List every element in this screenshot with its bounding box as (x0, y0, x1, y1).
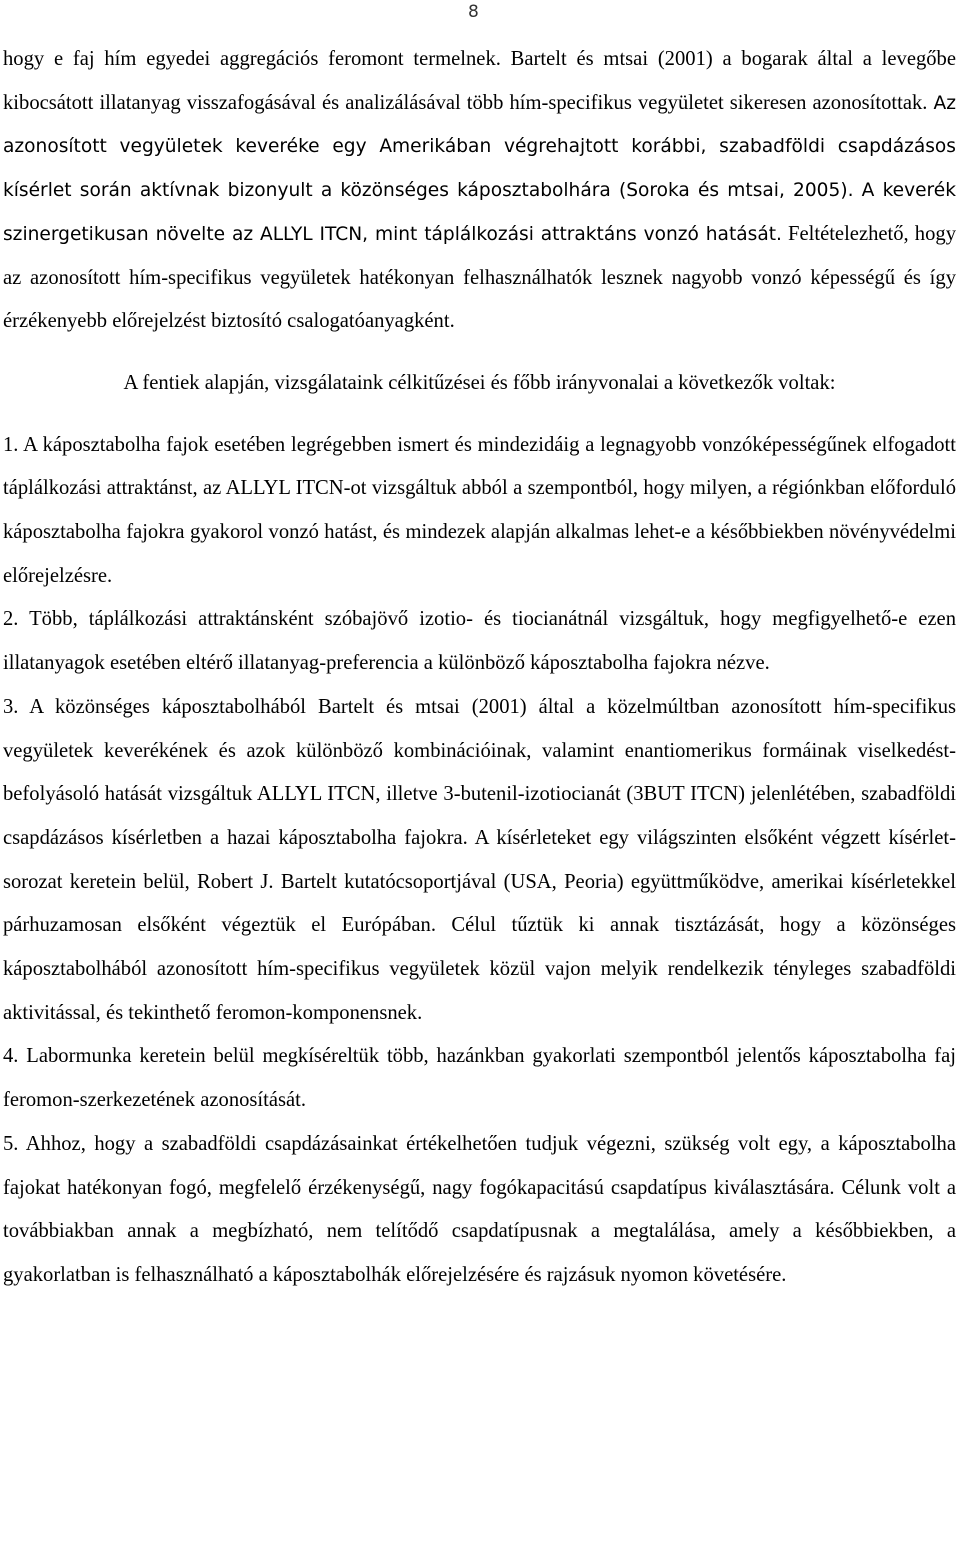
goals-intro: A fentiek alapján, vizsgálataink célkitűzései és főbb irányvonalai a következők voltak: (123, 371, 836, 394)
paragraph-text-part2: Az azonosított vegyületek keveréke egy Amerikában végrehajtott korábbi, szabadföldi csapdázásos kísérlet során aktívnak bizonyult a közönséges káposztabolhára (Soroka és mtsai, 2005). A keverék szinergetikusan növelte az ALLYL ITCN, mint táplálkozási attraktáns vonzó hatását. (3, 92, 956, 245)
intro-paragraph (3, 38, 956, 344)
goal-item-3: 3. A közönséges káposztabolhából Bartelt és mtsai (2001) által a közelmúltban azonosított hím-specifikus vegyületek keverékének és azok különböző kombinációinak, valamint enantiomerikus formáinak viselkedést-befolyásoló hatását vizsgáltuk ALLYL ITCN, illetve 3-butenil-izotiocianát (3BUT ITCN) jelenlétében, szabadföldi csapdázásos kísérletben a hazai káposztabolha fajokra. A kísérleteket egy világszinten elsőként végzett kísérlet-sorozat keretein belül, Robert J. Bartelt kutatócsoportjával (USA, Peoria) együttműködve, amerikai kísérletekkel párhuzamosan elsőként végeztük el Európában. Célul tűztük ki annak tisztázását, hogy a közönséges káposztabolhából azonosított hím-specifikus vegyületek közül vajon melyik rendelkezik tényleges szabadföldi aktivitással, és tekinthető feromon-komponensnek. (3, 695, 956, 1024)
page-number: 8 (468, 2, 479, 22)
paragraph-text-part3: Feltételezhető, hogy az azonosított hím-specifikus vegyületek hatékonyan felhasználhatók lesznek nagyobb vonzó képességű és így érzékenyebb előrejelzést biztosító csalogatóanyagként. (3, 222, 956, 333)
goal-item-4: 4. Labormunka keretein belül megkíséreltük több, hazánkban gyakorlati szempontból jelentős káposztabolha faj feromon-szerkezetének azonosítását. (3, 1045, 956, 1112)
paragraph-text-part1: hogy e faj hím egyedei aggregációs feromont termelnek. Bartelt és mtsai (2001) a bogarak által a levegőbe kibocsátott illatanyag visszafogásával és analizálásával több hím-specifikus vegyületet sikeresen azonosítottak. (3, 48, 956, 114)
document-body (3, 38, 956, 1298)
goal-item-5: 5. Ahhoz, hogy a szabadföldi csapdázásainkat értékelhetően tudjuk végezni, szükség volt egy, a káposztabolha fajokat hatékonyan fogó, megfelelő érzékenységű, nagy fogókapacitású csapdatípus kiválasztására. Célunk volt a továbbiakban annak a megbízható, nem telítődő csapdatípusnak a megtalálása, amely a későbbiekben, a gyakorlatban is felhasználható a káposztabolhák előrejelzésére és rajzásuk nyomon követésére. (3, 1132, 956, 1286)
goal-item-1: 1. A káposztabolha fajok esetében legrégebben ismert és mindezidáig a legnagyobb vonzóképességűnek elfogadott táplálkozási attraktánst, az ALLYL ITCN-ot vizsgáltuk abból a szempontból, hogy milyen, a régiónkban előforduló káposztabolha fajokra gyakorol vonzó hatást, és mindezek alapján alkalmas lehet-e a későbbiekben növényvédelmi előrejelzésre. (3, 433, 956, 587)
goal-item-2: 2. Több, táplálkozási attraktánsként szóbajövő izotio- és tiocianátnál vizsgáltuk, hogy megfigyelhető-e ezen illatanyagok esetében eltérő illatanyag-preferencia a különböző káposztabolha fajokra nézve. (3, 608, 956, 675)
